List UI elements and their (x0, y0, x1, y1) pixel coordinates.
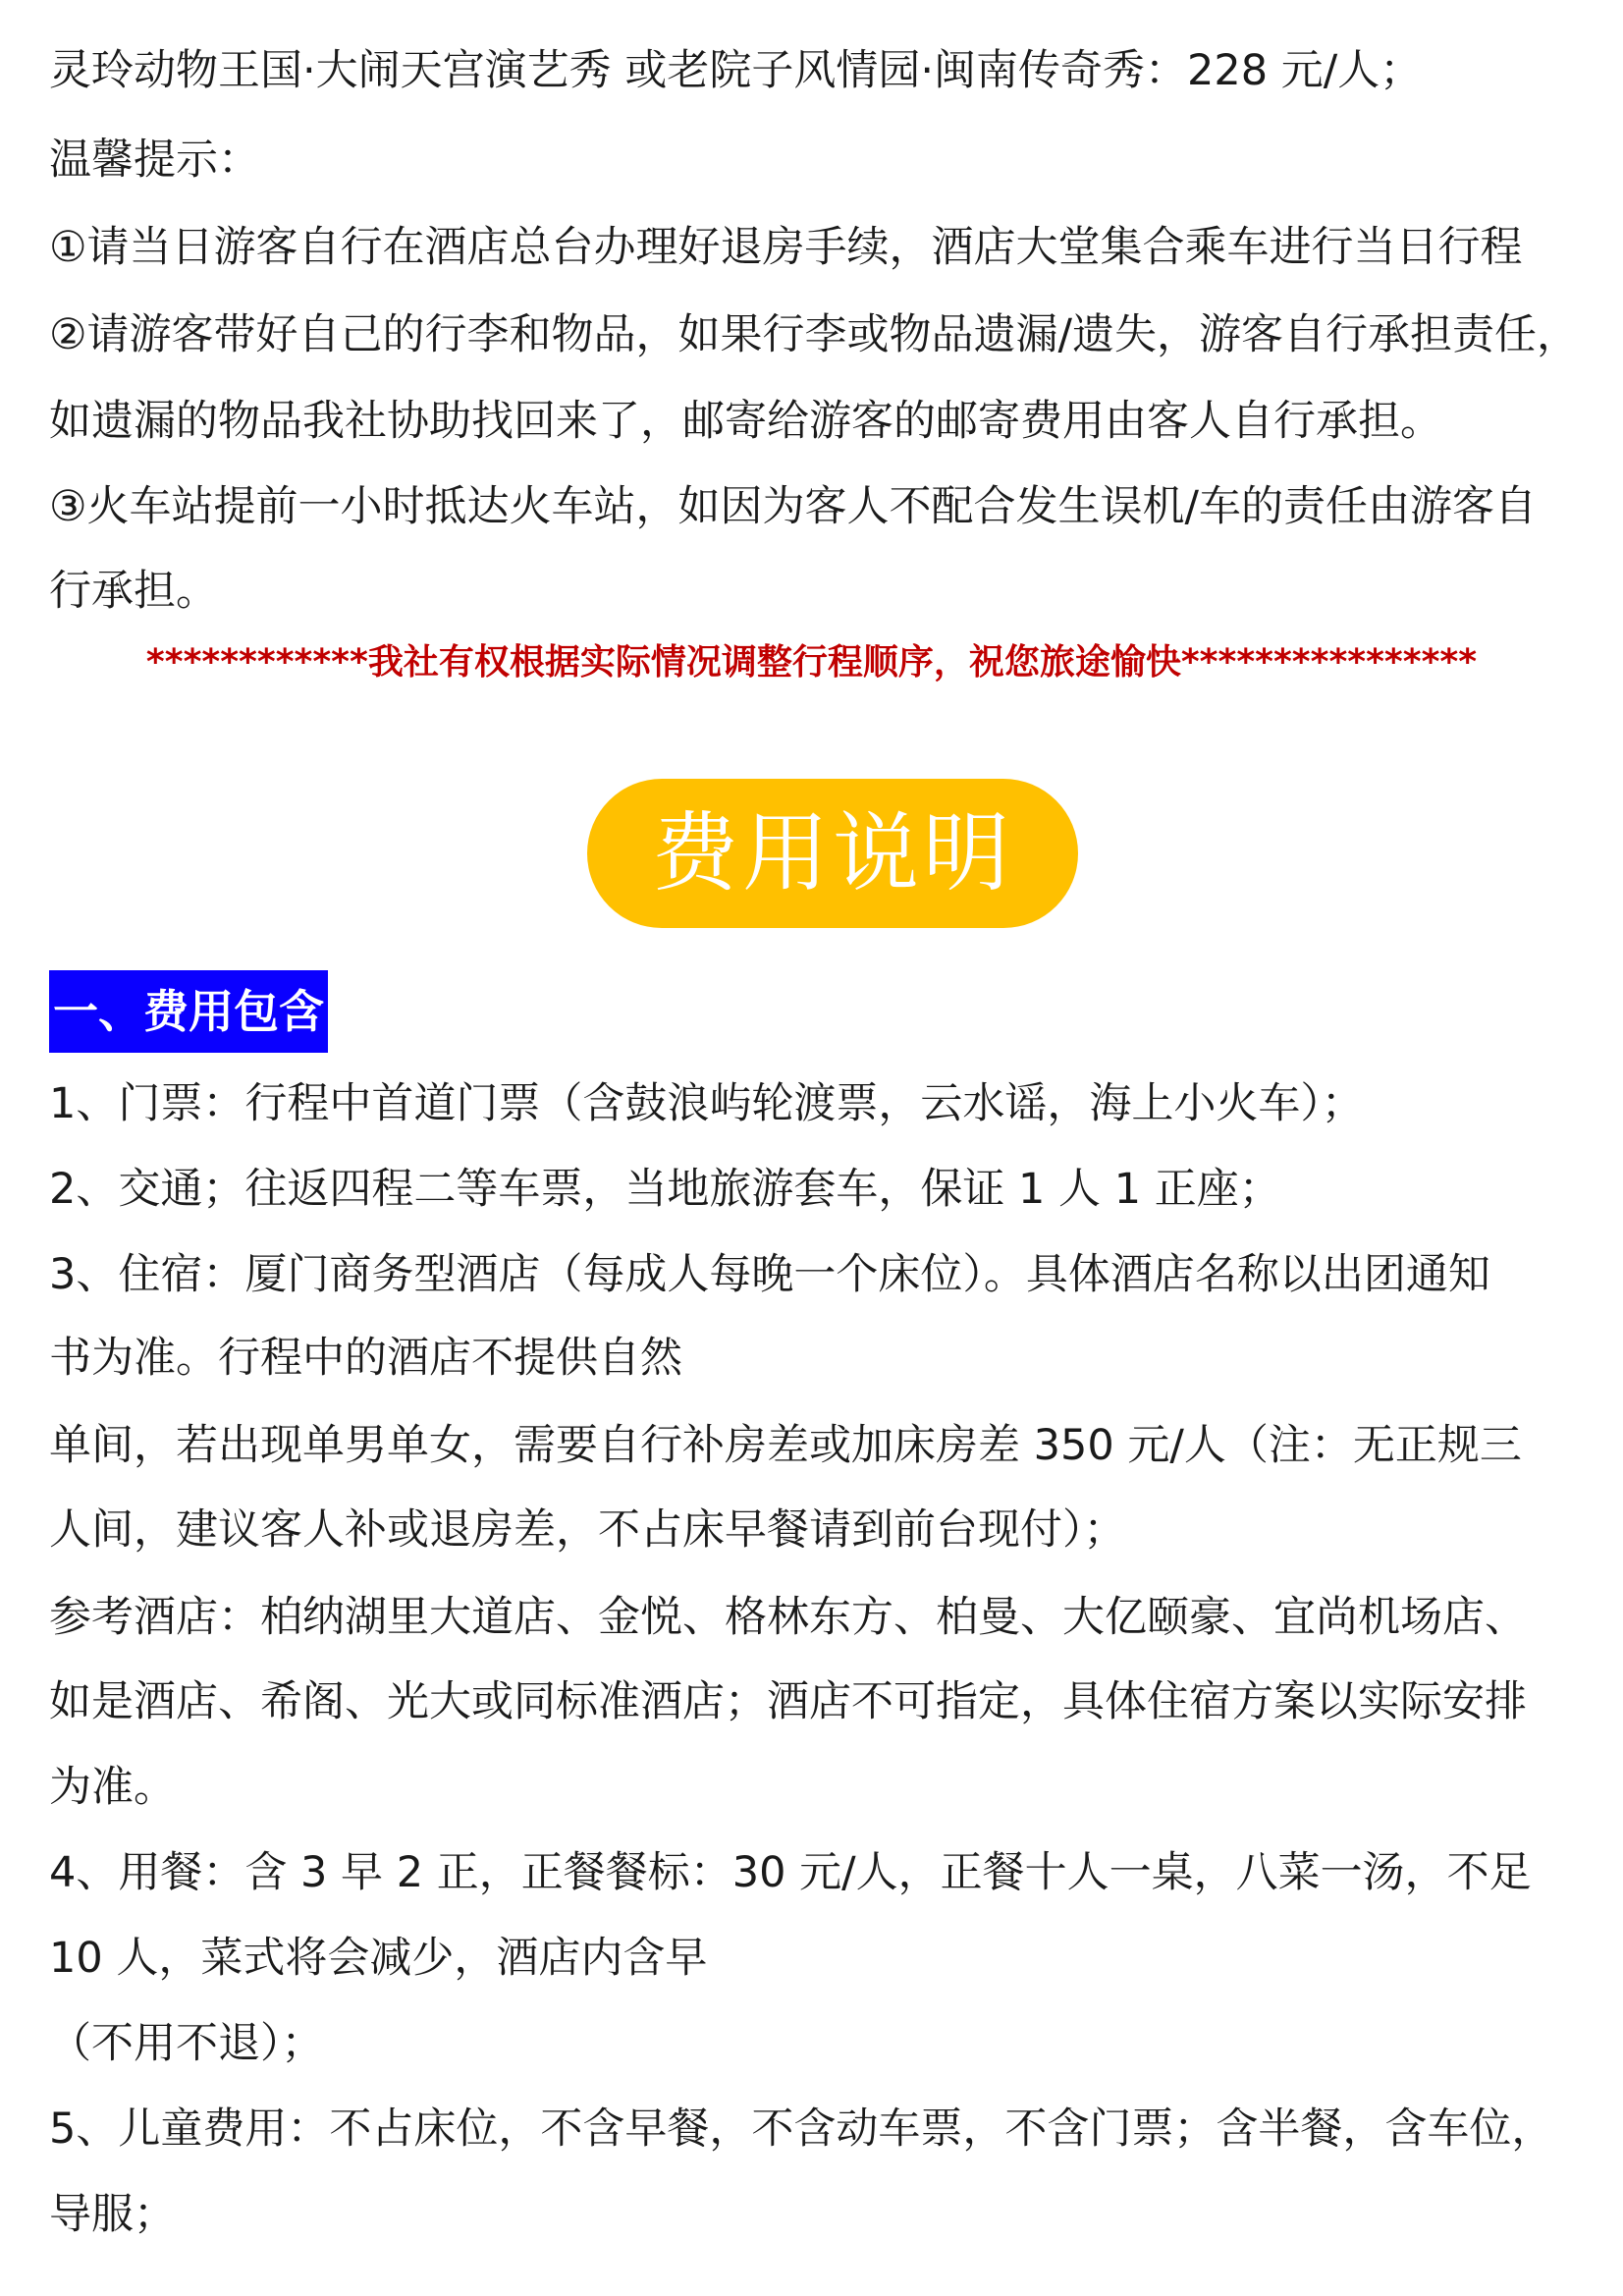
fee-line-lodging-cont-3: 人间，建议客人补或退房差，不占床早餐请到前台现付）； (49, 1505, 1126, 1555)
fee-line-meals-cont-2: （不用不退）； (49, 2019, 324, 2068)
tips-heading: 温馨提示： (49, 136, 260, 185)
fee-line-meals: 4、用餐：含 3 早 2 正，正餐餐标：30 元/人，正餐十人一桌，八菜一汤，不足 (49, 1848, 1532, 1897)
tip-line-3: ③火车站提前一小时抵达火车站，如因为客人不配合发生误机/车的责任由游客自 (49, 482, 1538, 531)
subsection-title: 一、费用包含 (49, 970, 328, 1053)
fee-line-lodging: 3、住宿：厦门商务型酒店（每成人每晚一个床位）。具体酒店名称以出团通知 (49, 1250, 1490, 1299)
tip-line-2-cont: 如遗漏的物品我社协助找回来了，邮寄给游客的邮寄费用由客人自行承担。 (49, 397, 1442, 446)
tip-line-3-cont: 行承担。 (49, 567, 218, 616)
fee-line-children-cont: 导服； (49, 2190, 176, 2239)
fee-line-tickets: 1、门票：行程中首道门票（含鼓浪屿轮渡票，云水谣，海上小火车）； (49, 1079, 1364, 1128)
fee-line-hotels: 参考酒店：柏纳湖里大道店、金悦、格林东方、柏曼、大亿颐豪、宜尚机场店、 (49, 1593, 1527, 1642)
fee-line-meals-cont-1: 10 人，菜式将会减少，酒店内含早 (49, 1934, 708, 1983)
tip-line-1: ①请当日游客自行在酒店总台办理好退房手续，酒店大堂集合乘车进行当日行程 (49, 223, 1523, 272)
ticket-option-line: 灵玲动物王国·大闹天宫演艺秀 或老院子风情园·闽南传奇秀：228 元/人； (49, 46, 1423, 95)
fee-line-lodging-cont-2: 单间，若出现单男单女，需要自行补房差或加床房差 350 元/人（注：无正规三 (49, 1421, 1522, 1470)
fee-line-hotels-cont-1: 如是酒店、希阁、光大或同标准酒店；酒店不可指定，具体住宿方案以实际安排 (49, 1677, 1527, 1726)
tip-line-2: ②请游客带好自己的行李和物品，如果行李或物品遗漏/遗失，游客自行承担责任， (49, 310, 1580, 359)
fee-line-lodging-cont-1: 书为准。行程中的酒店不提供自然 (49, 1334, 682, 1383)
fee-line-transport: 2、交通；往返四程二等车票，当地旅游套车，保证 1 人 1 正座； (49, 1165, 1281, 1214)
fee-line-children: 5、儿童费用：不占床位，不含早餐，不含动车票，不含门票；含半餐，含车位， (49, 2105, 1554, 2154)
fee-line-hotels-cont-2: 为准。 (49, 1763, 176, 1812)
itinerary-notice: ************我社有权根据实际情况调整行程顺序，祝您旅途愉快**************** (145, 642, 1478, 683)
section-title-pill: 费用说明 (587, 779, 1078, 928)
